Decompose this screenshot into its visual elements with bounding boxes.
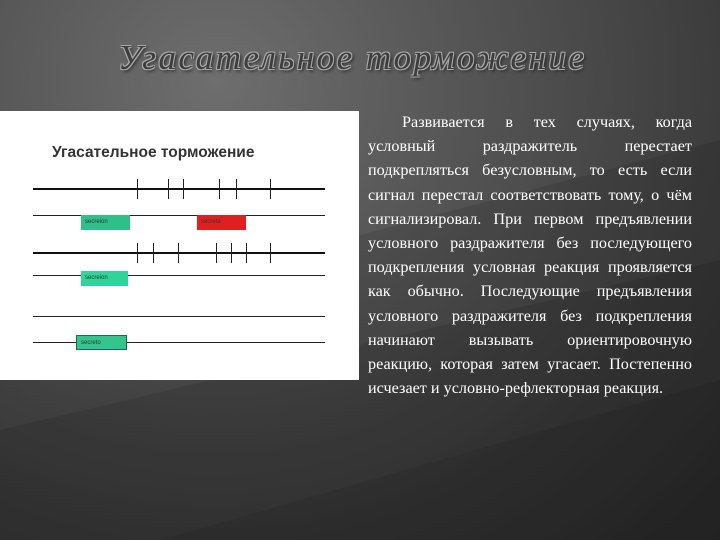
tick-mark (219, 179, 220, 199)
timeline (33, 275, 325, 276)
response-box: secreion (81, 271, 128, 286)
reinforcement-box: secreta (197, 215, 246, 230)
timeline (33, 188, 325, 190)
tick-mark (246, 243, 247, 263)
tick-mark (183, 179, 184, 199)
tick-mark (153, 243, 154, 263)
timeline (33, 252, 325, 254)
response-box: secreion (81, 215, 130, 230)
tick-mark (231, 243, 232, 263)
tick-mark (270, 179, 271, 199)
timeline (33, 215, 325, 216)
slide-title: Угасательное торможение (118, 38, 587, 77)
tick-mark (236, 179, 237, 199)
diagram-image (0, 111, 359, 380)
tick-mark (216, 243, 217, 263)
timeline (33, 316, 325, 317)
response-box: secreto (76, 335, 127, 350)
tick-mark (137, 179, 138, 199)
body-paragraph: Развивается в тех случаях, когда условный раздражитель перестает подкрепляться безусловным, то есть если сигнал перестал соответствовать тому, о чём сигнализировал. При первом предъявлении условного раздражителя без последующего подкрепления условная реакция проявляется как обычно. Последующие предъявления условного раздражителя без подкрепления начинают вызывать ориентировочную реакцию, которая затем угасает. Постепенно исчезает и условно-рефлекторная реакция. (368, 113, 692, 398)
tick-mark (178, 243, 179, 263)
tick-mark (137, 243, 138, 263)
tick-mark (270, 243, 271, 263)
diagram-title: Угасательное торможение (52, 144, 255, 161)
tick-mark (168, 179, 169, 199)
